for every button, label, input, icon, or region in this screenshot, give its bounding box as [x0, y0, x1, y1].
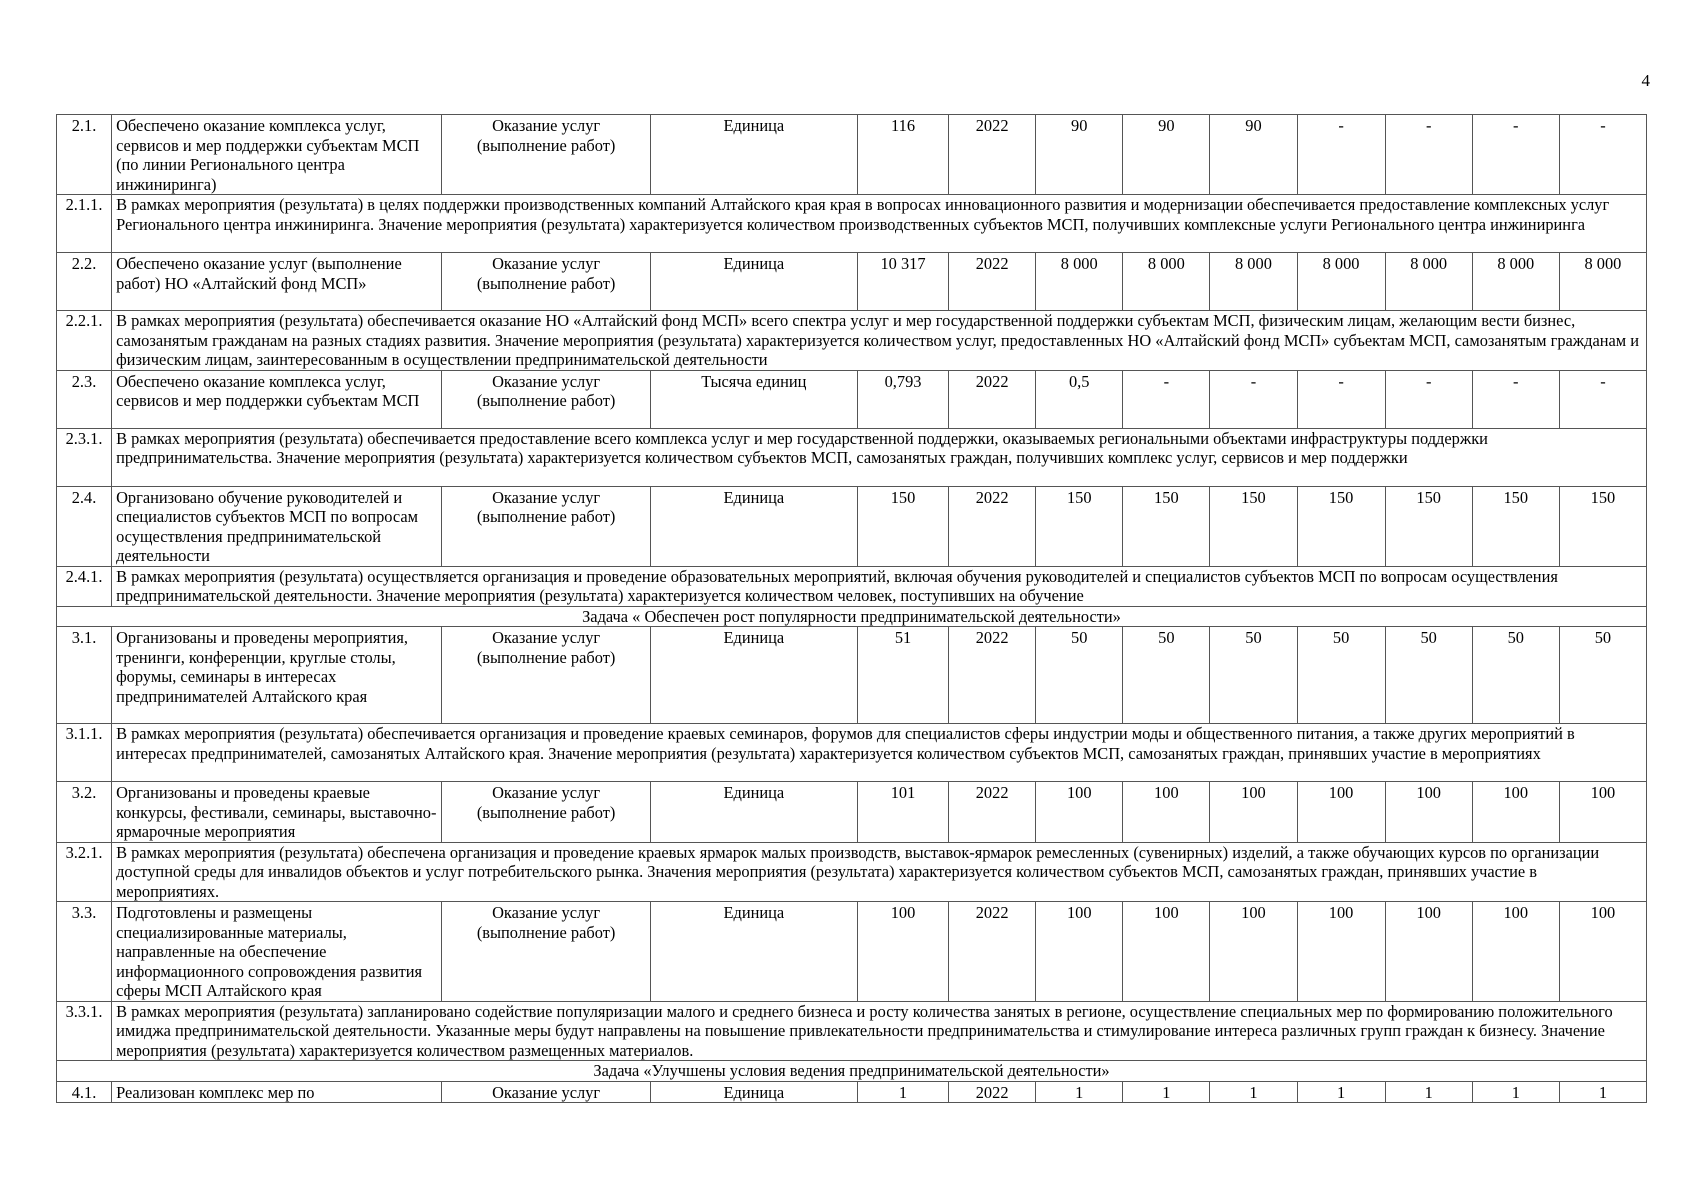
result-name: Обеспечено оказание услуг (выполнение работ) НО «Алтайский фонд МСП»	[112, 253, 442, 311]
year-value: 50	[1385, 627, 1472, 724]
row-number: 2.1.1.	[57, 195, 112, 253]
year-value: 100	[1559, 782, 1646, 843]
result-description-row	[57, 842, 1647, 902]
year-value: 8 000	[1559, 253, 1646, 311]
year-value: 1	[1559, 1081, 1646, 1103]
unit-of-measure: Единица	[650, 486, 857, 566]
result-description-row	[57, 1001, 1647, 1061]
task-heading: Задача «Улучшены условия ведения предпринимательской деятельности»	[57, 1061, 1647, 1082]
year-value: 50	[1036, 627, 1123, 724]
result-description: В рамках мероприятия (результата) в целях поддержки производственных компаний Алтайского края края в вопросах инновационного развития и модернизации обеспечивается предоставление комплексных услуг Регионального центра инжиниринга. Значение мероприятия (результата) характеризуется количеством производственных субъектов МСП, получивших комплексные услуги Регионального центра инжиниринга	[112, 195, 1647, 253]
year-value: 50	[1297, 627, 1385, 724]
page-number: 4	[1641, 71, 1650, 90]
base-year: 2022	[949, 782, 1036, 843]
unit-of-measure: Единица	[650, 115, 857, 195]
result-name: Обеспечено оказание комплекса услуг, сервисов и мер поддержки субъектам МСП (по линии Регионального центра инжиниринга)	[112, 115, 442, 195]
base-year: 2022	[949, 370, 1036, 428]
row-number: 3.3.	[57, 902, 112, 1002]
year-value: 100	[1036, 782, 1123, 843]
result-description: В рамках мероприятия (результата) осуществляется организация и проведение образовательных мероприятий, включая обучения руководителей и специалистов субъектов МСП по вопросам осуществления предпринимательской деятельности. Значение мероприятия (результата) характеризуется количеством человек, поступивших на обучение	[112, 566, 1647, 606]
result-description-row	[57, 428, 1647, 486]
year-value: 8 000	[1472, 253, 1559, 311]
year-value: 50	[1210, 627, 1297, 724]
base-value: 10 317	[857, 253, 948, 311]
year-value: -	[1297, 115, 1385, 195]
result-description: В рамках мероприятия (результата) обеспечена организация и проведение краевых ярмарок малых производств, выставок-ярмарок ремесленных (сувенирных) изделий, а также обучающих курсов по организации доступной среды для инвалидов объектов и услуг потребительского рынка. Значения мероприятия (результата) характеризуется количеством субъектов МСП, самозанятых граждан, принявших участие в мероприятиях.	[112, 842, 1647, 902]
task-heading: Задача « Обеспечен рост популярности предпринимательской деятельности»	[57, 606, 1647, 627]
base-value: 1	[857, 1081, 948, 1103]
unit-of-measure: Единица	[650, 782, 857, 843]
row-number: 2.1.	[57, 115, 112, 195]
result-name: Обеспечено оказание комплекса услуг, сервисов и мер поддержки субъектам МСП	[112, 370, 442, 428]
year-value: 1	[1036, 1081, 1123, 1103]
row-number: 2.3.1.	[57, 428, 112, 486]
year-value: -	[1559, 115, 1646, 195]
year-value: -	[1297, 370, 1385, 428]
result-row	[57, 486, 1647, 566]
year-value: 150	[1210, 486, 1297, 566]
row-number: 2.3.	[57, 370, 112, 428]
result-kind: Оказание услуг (выполнение работ)	[442, 253, 650, 311]
result-row	[57, 782, 1647, 843]
year-value: 50	[1123, 627, 1210, 724]
year-value: 100	[1123, 782, 1210, 843]
result-kind: Оказание услуг (выполнение работ)	[442, 627, 650, 724]
result-name: Организованы и проведены мероприятия, тренинги, конференции, круглые столы, форумы, семинары в интересах предпринимателей Алтайского края	[112, 627, 442, 724]
year-value: 8 000	[1123, 253, 1210, 311]
year-value: 90	[1036, 115, 1123, 195]
result-description: В рамках мероприятия (результата) обеспечивается оказание НО «Алтайский фонд МСП» всего спектра услуг и мер государственной поддержки субъектам МСП, физическим лицам, желающим вести бизнес, самозанятым гражданам на разных стадиях развития. Значение мероприятия (результата) характеризуется количеством услуг, предоставленных НО «Алтайский фонд МСП» субъектам МСП, самозанятым гражданам и физическим лицам, заинтересованным в осуществлении предпринимательской деятельности	[112, 311, 1647, 371]
row-number: 3.1.	[57, 627, 112, 724]
base-value: 101	[857, 782, 948, 843]
task-heading-row	[57, 1061, 1647, 1082]
base-year: 2022	[949, 902, 1036, 1002]
year-value: 100	[1559, 902, 1646, 1002]
year-value: 100	[1123, 902, 1210, 1002]
unit-of-measure: Единица	[650, 253, 857, 311]
results-table	[56, 114, 1647, 1103]
year-value: 100	[1472, 902, 1559, 1002]
row-number: 2.2.1.	[57, 311, 112, 371]
year-value: 90	[1123, 115, 1210, 195]
base-value: 0,793	[857, 370, 948, 428]
base-value: 100	[857, 902, 948, 1002]
year-value: 100	[1297, 782, 1385, 843]
year-value: 1	[1385, 1081, 1472, 1103]
unit-of-measure: Единица	[650, 1081, 857, 1103]
year-value: 8 000	[1297, 253, 1385, 311]
result-row	[57, 370, 1647, 428]
year-value: 100	[1210, 782, 1297, 843]
result-description-row	[57, 311, 1647, 371]
year-value: 50	[1559, 627, 1646, 724]
row-number: 2.4.1.	[57, 566, 112, 606]
year-value: 1	[1297, 1081, 1385, 1103]
year-value: 8 000	[1036, 253, 1123, 311]
year-value: 100	[1210, 902, 1297, 1002]
result-row	[57, 253, 1647, 311]
year-value: 8 000	[1385, 253, 1472, 311]
base-year: 2022	[949, 486, 1036, 566]
result-kind: Оказание услуг (выполнение работ)	[442, 370, 650, 428]
row-number: 3.2.1.	[57, 842, 112, 902]
year-value: 150	[1297, 486, 1385, 566]
year-value: 50	[1472, 627, 1559, 724]
base-year: 2022	[949, 115, 1036, 195]
year-value: 8 000	[1210, 253, 1297, 311]
result-description: В рамках мероприятия (результата) обеспечивается организация и проведение краевых семинаров, форумов для специалистов сферы индустрии моды и общественного питания, а также других мероприятий в интересах предпринимателей, самозанятых Алтайского края. Значение мероприятия (результата) характеризуется количеством субъектов МСП, самозанятых граждан, принявших участие в мероприятиях	[112, 724, 1647, 782]
year-value: 150	[1472, 486, 1559, 566]
base-year: 2022	[949, 627, 1036, 724]
year-value: 100	[1385, 782, 1472, 843]
result-kind: Оказание услуг (выполнение работ)	[442, 486, 650, 566]
year-value: 1	[1123, 1081, 1210, 1103]
row-number: 2.2.	[57, 253, 112, 311]
unit-of-measure: Тысяча единиц	[650, 370, 857, 428]
unit-of-measure: Единица	[650, 627, 857, 724]
year-value: 90	[1210, 115, 1297, 195]
year-value: -	[1210, 370, 1297, 428]
result-description-row	[57, 195, 1647, 253]
year-value: 100	[1297, 902, 1385, 1002]
result-description: В рамках мероприятия (результата) запланировано содействие популяризации малого и среднего бизнеса и росту количества занятых в регионе, осуществление специальных мер по формированию положительного имиджа предпринимательской деятельности. Указанные меры будут направлены на повышение привлекательности предпринимательства и стимулирование интереса различных групп граждан к бизнесу. Значение мероприятия (результата) характеризуется количеством размещенных материалов.	[112, 1001, 1647, 1061]
row-number: 3.1.1.	[57, 724, 112, 782]
base-value: 116	[857, 115, 948, 195]
year-value: -	[1385, 370, 1472, 428]
year-value: -	[1385, 115, 1472, 195]
result-row	[57, 627, 1647, 724]
unit-of-measure: Единица	[650, 902, 857, 1002]
result-row	[57, 1081, 1647, 1103]
result-name: Подготовлены и размещены специализированные материалы, направленные на обеспечение информационного сопровождения развития сферы МСП Алтайского края	[112, 902, 442, 1002]
result-kind: Оказание услуг (выполнение работ)	[442, 902, 650, 1002]
result-name: Организовано обучение руководителей и специалистов субъектов МСП по вопросам осуществления предпринимательской деятельности	[112, 486, 442, 566]
year-value: -	[1472, 115, 1559, 195]
row-number: 3.2.	[57, 782, 112, 843]
result-description-row	[57, 724, 1647, 782]
year-value: 100	[1385, 902, 1472, 1002]
row-number: 2.4.	[57, 486, 112, 566]
year-value: 1	[1210, 1081, 1297, 1103]
year-value: -	[1559, 370, 1646, 428]
result-row	[57, 902, 1647, 1002]
result-name: Организованы и проведены краевые конкурсы, фестивали, семинары, выставочно-ярмарочные мероприятия	[112, 782, 442, 843]
base-year: 2022	[949, 253, 1036, 311]
base-year: 2022	[949, 1081, 1036, 1103]
row-number: 3.3.1.	[57, 1001, 112, 1061]
base-value: 150	[857, 486, 948, 566]
year-value: 150	[1036, 486, 1123, 566]
row-number: 4.1.	[57, 1081, 112, 1103]
result-kind: Оказание услуг (выполнение работ)	[442, 115, 650, 195]
task-heading-row	[57, 606, 1647, 627]
result-kind: Оказание услуг (выполнение работ)	[442, 782, 650, 843]
result-description: В рамках мероприятия (результата) обеспечивается предоставление всего комплекса услуг и мер государственной поддержки, оказываемых региональными объектами инфраструктуры поддержки предпринимательства. Значение мероприятия (результата) характеризуется количеством субъектов МСП, самозанятых граждан, получивших комплекс услуг, сервисов и мер поддержки	[112, 428, 1647, 486]
year-value: 150	[1123, 486, 1210, 566]
year-value: -	[1472, 370, 1559, 428]
base-value: 51	[857, 627, 948, 724]
result-name: Реализован комплекс мер по	[112, 1081, 442, 1103]
year-value: 100	[1472, 782, 1559, 843]
year-value: 1	[1472, 1081, 1559, 1103]
result-description-row	[57, 566, 1647, 606]
result-row	[57, 115, 1647, 195]
year-value: 0,5	[1036, 370, 1123, 428]
year-value: 150	[1559, 486, 1646, 566]
result-kind: Оказание услуг	[442, 1081, 650, 1103]
year-value: -	[1123, 370, 1210, 428]
year-value: 150	[1385, 486, 1472, 566]
year-value: 100	[1036, 902, 1123, 1002]
